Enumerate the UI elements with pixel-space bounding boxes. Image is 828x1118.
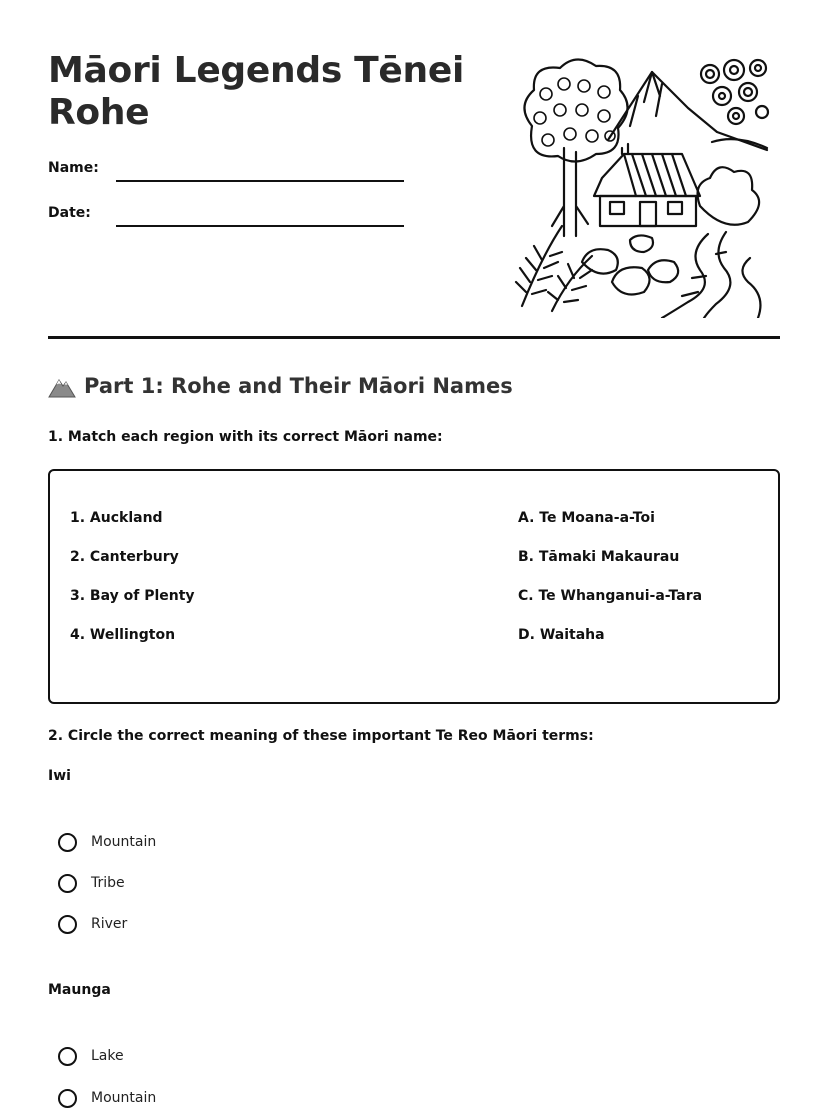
option-iwi-mountain[interactable]: [58, 830, 156, 854]
term-label-iwi: Iwi: [48, 768, 71, 784]
name-field[interactable]: [116, 180, 404, 182]
option-label: River: [91, 916, 128, 932]
option-label: Mountain: [91, 1090, 157, 1106]
region-item: 3. Bay of Plenty: [70, 588, 195, 604]
part1-heading: [48, 374, 513, 398]
option-maunga-lake[interactable]: [58, 1044, 124, 1068]
option-maunga-mountain[interactable]: [58, 1086, 156, 1110]
matching-box: [48, 469, 780, 704]
region-item: 4. Wellington: [70, 627, 176, 643]
option-label: Lake: [91, 1048, 124, 1064]
landscape-illustration: [512, 56, 774, 318]
region-item: 2. Canterbury: [70, 549, 179, 565]
option-label: Tribe: [91, 875, 125, 891]
option-label: Mountain: [91, 834, 157, 850]
radio-circle[interactable]: [58, 874, 77, 893]
option-iwi-river[interactable]: [58, 912, 127, 936]
radio-circle[interactable]: [58, 833, 77, 852]
mountain-icon: [48, 374, 76, 398]
maori-name-item: B. Tāmaki Makaurau: [518, 549, 680, 565]
date-field[interactable]: [116, 225, 404, 227]
question2-prompt: 2. Circle the correct meaning of these important Te Reo Māori terms:: [48, 728, 594, 744]
radio-circle[interactable]: [58, 1089, 77, 1108]
part1-heading-text: Part 1: Rohe and Their Māori Names: [84, 374, 513, 398]
name-label: Name:: [48, 160, 99, 176]
date-label: Date:: [48, 205, 91, 221]
maori-name-item: C. Te Whanganui-a-Tara: [518, 588, 703, 604]
option-iwi-tribe[interactable]: [58, 871, 125, 895]
worksheet-title: Māori Legends Tēnei Rohe: [48, 50, 465, 133]
region-item: 1. Auckland: [70, 510, 163, 526]
question1-prompt: 1. Match each region with its correct Māori name:: [48, 429, 443, 445]
section-divider: [48, 336, 780, 339]
radio-circle[interactable]: [58, 915, 77, 934]
term-label-maunga: Maunga: [48, 982, 111, 998]
maori-name-item: A. Te Moana-a-Toi: [518, 510, 655, 526]
maori-name-item: D. Waitaha: [518, 627, 605, 643]
radio-circle[interactable]: [58, 1047, 77, 1066]
